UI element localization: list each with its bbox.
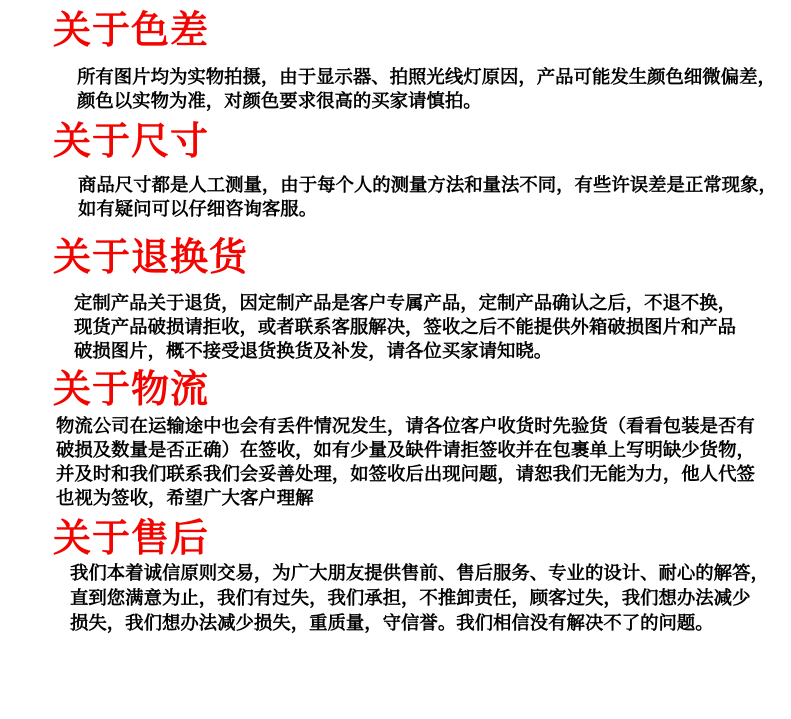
text-line: 颜色以实物为准，对颜色要求很高的买家请慎拍。 (77, 91, 482, 112)
text-line: 破损图片，概不接受退货换货及补发，请各位买家请知晓。 (74, 341, 553, 362)
text-line: 物流公司在运输途中也会有丢件情况发生，请各位客户收货时先验货（看看包装是否有 (56, 416, 755, 437)
paragraph-returns-exchanges (74, 292, 736, 364)
text-line: 并及时和我们联系我们会妥善处理，如签收后出现问题，请恕我们无能为力，他人代签 (56, 464, 755, 485)
text-line: 破损及数量是否正确）在签收，如有少量及缺件请拒签收并在包裹单上写明缺少货物， (56, 440, 755, 461)
paragraph-size (78, 174, 777, 222)
heading-size: 关于尺寸 (53, 119, 210, 163)
paragraph-color-difference (77, 66, 776, 114)
paragraph-logistics (56, 415, 755, 511)
heading-returns-exchanges: 关于退换货 (53, 235, 249, 279)
text-line: 我们本着诚信原则交易，为广大朋友提供售前、售后服务、专业的设计、耐心的解答， (70, 563, 769, 584)
text-line: 商品尺寸都是人工测量，由于每个人的测量方法和量法不同，有些许误差是正常现象， (78, 175, 777, 196)
heading-color-difference: 关于色差 (53, 8, 210, 52)
text-line: 损失，我们想办法减少损失，重质量，守信誉。我们相信没有解决不了的问题。 (70, 613, 714, 634)
heading-logistics: 关于物流 (53, 367, 210, 411)
text-line: 直到您满意为止，我们有过失，我们承担，不推卸责任，顾客过失，我们想办法减少 (70, 588, 751, 609)
paragraph-after-sales (70, 561, 769, 636)
text-line: 定制产品关于退货，因定制产品是客户专属产品，定制产品确认之后，不退不换， (74, 293, 737, 314)
text-line: 所有图片均为实物拍摄，由于显示器、拍照光线灯原因，产品可能发生颜色细微偏差， (77, 67, 776, 88)
text-line: 也视为签收，希望广大客户理解 (56, 488, 314, 509)
text-line: 现货产品破损请拒收，或者联系客服解决，签收之后不能提供外箱破损图片和产品 (74, 317, 737, 338)
heading-after-sales: 关于售后 (53, 516, 210, 560)
text-line: 如有疑问可以仔细咨询客服。 (78, 199, 318, 220)
